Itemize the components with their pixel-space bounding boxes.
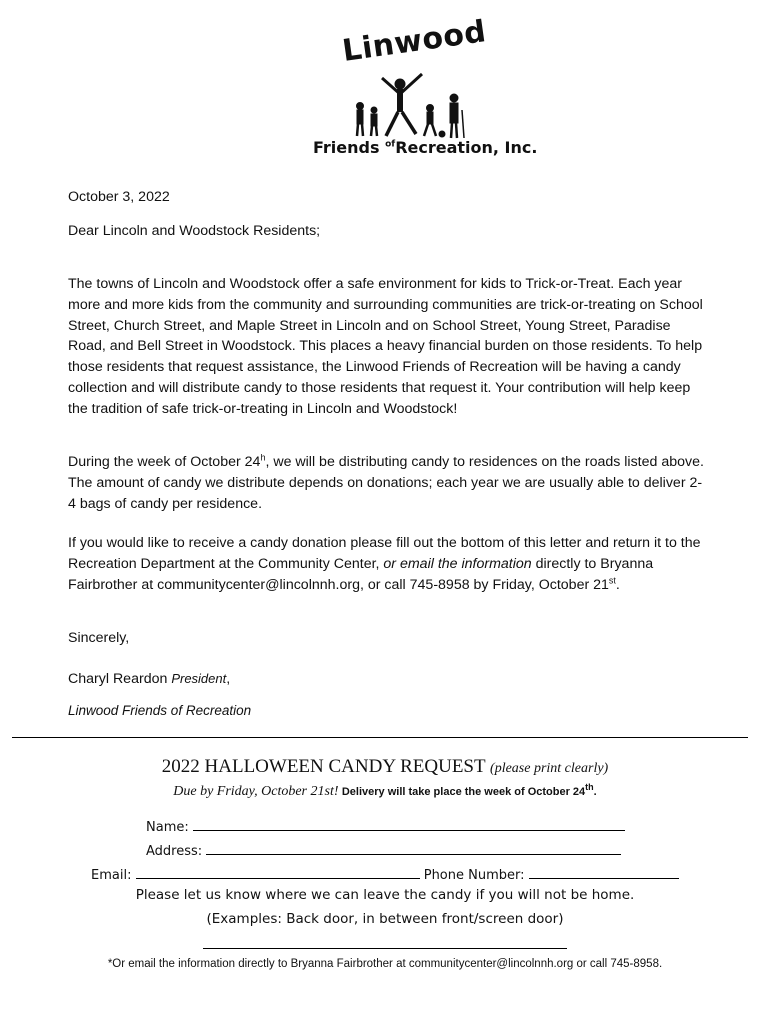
due-date-text: Due by Friday, October 21st! — [173, 784, 339, 799]
signer-comma: , — [226, 671, 231, 687]
logo-subtitle — [313, 138, 537, 157]
location-input-line[interactable] — [203, 948, 567, 949]
para3-sup: st — [608, 574, 616, 585]
para3-italic: or email the information — [383, 555, 532, 572]
form-instruction: Please let us know where we can leave the candy if you will not be home. — [135, 887, 635, 903]
para3-text-a: If you would like to receive a candy donation please fill out the bottom of this letter and return it to the Recreation Department at the Community Center, — [68, 535, 701, 572]
para3-text-b: directly to Bryanna Fairbrother at communitycenter@lincolnnh.org, or call 745-8958 by Friday, October 21 — [68, 555, 654, 593]
name-label: Name: — [146, 820, 193, 835]
signer-name: Charyl Reardon — [68, 671, 172, 687]
para2-sup: h — [260, 452, 266, 463]
logo-sub-prefix: Friends — [313, 138, 380, 157]
logo-sub-of: of — [385, 139, 396, 150]
organization-logo — [300, 14, 538, 168]
letter-closing: Sincerely, — [68, 630, 130, 646]
form-title-text: 2022 HALLOWEEN CANDY REQUEST — [161, 756, 486, 777]
signer-title: President — [171, 671, 227, 686]
logo-wordmark: Linwood — [340, 14, 489, 69]
address-label: Address: — [146, 844, 207, 859]
letter-paragraph-2 — [68, 452, 708, 514]
letter-paragraph-1: The towns of Lincoln and Woodstock offer a safe environment for kids to Trick-or-Treat. Each year more and more kids from the community and surrounding communities are trick-or-treating on School Street, Church Street, and Maple Street in Lincoln and on School Street, Young Street, Paradise Road, and Bell Street in Woodstock. This places a heavy financial burden on those residents. To help those residents that request assistance, the Linwood Friends of Recreation will be having a candy collection and will distribute candy to those residents that request it. Your contribution will help keep the tradition of safe trick-or-treating in Lincoln and Woodstock! — [68, 276, 703, 417]
delivery-text: Delivery will take place the week of October 24 — [341, 786, 586, 798]
email-input-line[interactable] — [136, 865, 420, 879]
delivery-end: . — [593, 786, 597, 798]
para3-end: . — [615, 576, 620, 593]
address-input-line[interactable] — [206, 841, 621, 855]
form-title-note: (please print clearly) — [490, 761, 609, 776]
letter-paragraph-3 — [68, 533, 708, 595]
section-divider — [12, 737, 748, 738]
logo-sub-suffix: Recreation, Inc. — [395, 138, 538, 157]
para2-text-b: , we will be distributing candy to residences on the roads listed above. The amount of candy we distribute depends on donations; each year we are usually able to deliver 2-4 bags of candy per residence. — [68, 454, 704, 512]
family-silhouette-icon — [350, 64, 470, 144]
form-title — [0, 756, 770, 778]
email-label: Email: — [91, 868, 136, 883]
name-input-line[interactable] — [193, 817, 625, 831]
phone-input-line[interactable] — [529, 865, 679, 879]
form-examples: (Examples: Back door, in between front/screen door) — [206, 911, 564, 927]
letter-organization: Linwood Friends of Recreation — [68, 703, 252, 718]
name-field[interactable] — [146, 817, 625, 835]
email-phone-row — [91, 865, 679, 883]
address-field[interactable] — [146, 841, 621, 859]
letter-date: October 3, 2022 — [68, 189, 170, 205]
para2-text-a: During the week of October 24 — [68, 454, 261, 470]
letter-salutation: Dear Lincoln and Woodstock Residents; — [68, 223, 321, 239]
delivery-sup: th — [585, 782, 594, 792]
form-due-line — [0, 784, 770, 800]
phone-label: Phone Number: — [419, 868, 529, 883]
form-footnote: *Or email the information directly to Bryanna Fairbrother at communitycenter@lincolnnh.org or call 745-8958. — [107, 958, 663, 970]
letter-signature — [68, 669, 708, 690]
